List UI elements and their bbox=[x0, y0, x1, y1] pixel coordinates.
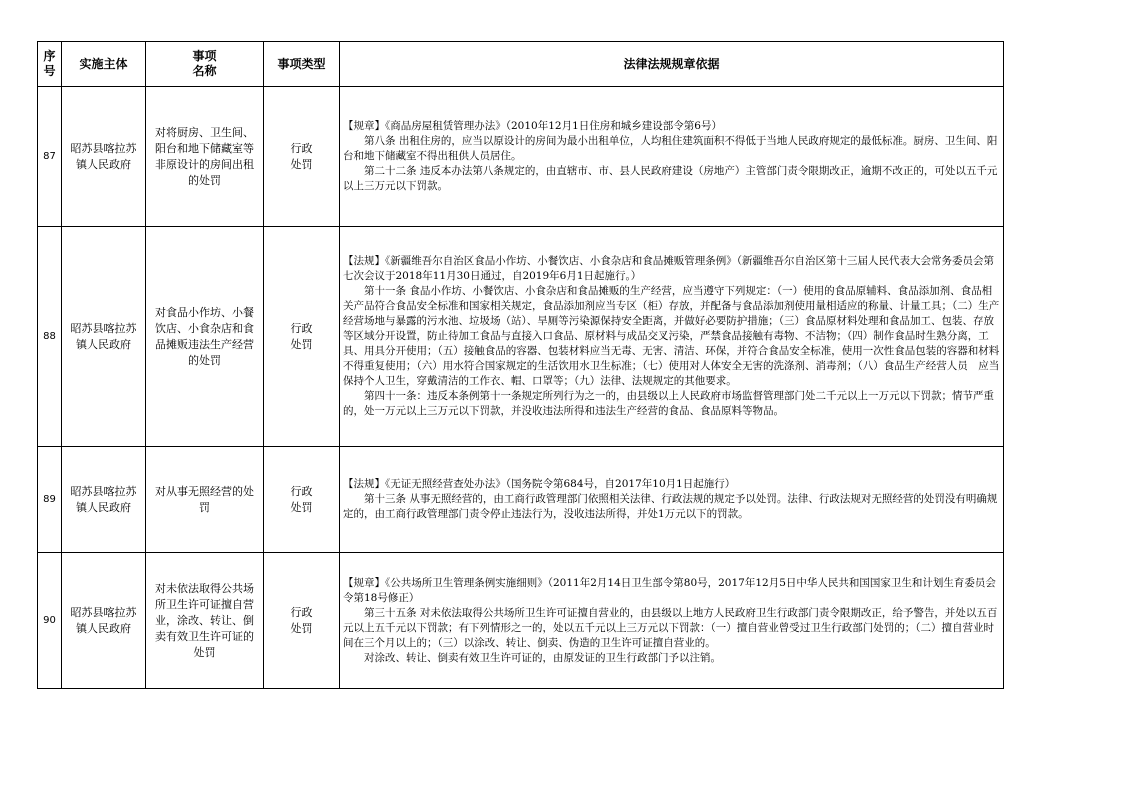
basis-source: 【法规】《无证无照经营查处办法》（国务院令第684号，自2017年10月1日起施行） bbox=[343, 478, 736, 490]
header-subject: 实施主体 bbox=[62, 42, 146, 87]
row-name: 对食品小作坊、小餐饮店、小食杂店和食品摊贩违法生产经营的处罚 bbox=[146, 227, 264, 447]
row-basis bbox=[340, 447, 1004, 553]
row-type: 行政处罚 bbox=[264, 87, 340, 227]
row-subject: 昭苏县喀拉苏镇人民政府 bbox=[62, 87, 146, 227]
table-row bbox=[38, 553, 1004, 689]
row-index: 90 bbox=[38, 553, 62, 689]
header-type: 事项类型 bbox=[264, 42, 340, 87]
basis-article: 第三十五条 对未依法取得公共场所卫生许可证擅自营业的，由县级以上地方人民政府卫生行政部门责令限期改正，给予警告，并处以五百元以上五千元以下罚款；有下列情形之一的，处以五千元以上三万元以下罚款：（一）擅自营业曾受过卫生行政部门处罚的；（二）擅自营业时间在三个月以上的；（三）以涂改、转让、倒卖、伪造的卫生许可证擅自营业的。 bbox=[343, 606, 998, 649]
header-index: 序号 bbox=[38, 42, 62, 87]
header-name: 事项名称 bbox=[146, 42, 264, 87]
table-row bbox=[38, 227, 1004, 447]
row-index: 88 bbox=[38, 227, 62, 447]
basis-source: 【法规】《新疆维吾尔自治区食品小作坊、小餐饮店、小食杂店和食品摊贩管理条例》（新疆维吾尔自治区第十三届人民代表大会常务委员会第七次会议于2018年11月30日通过，自2019年6月1日起施行。） bbox=[343, 255, 994, 282]
basis-source: 【规章】《公共场所卫生管理条例实施细则》（2011年2月14日卫生部令第80号，2017年12月5日中华人民共和国国家卫生和计划生育委员会令第18号修正） bbox=[343, 576, 996, 604]
table-header-row bbox=[38, 42, 1004, 87]
row-name: 对从事无照经营的处罚 bbox=[146, 447, 264, 553]
basis-source: 【规章】《商品房屋租赁管理办法》（2010年12月1日住房和城乡建设部令第6号） bbox=[343, 120, 722, 132]
basis-article: 第二十二条 违反本办法第八条规定的，由直辖市、市、县人民政府建设（房地产）主管部门责令限期改正，逾期不改正的，可处以五千元以上三万元以下罚款。 bbox=[343, 165, 998, 192]
row-name: 对将厨房、卫生间、阳台和地下储藏室等非原设计的房间出租的处罚 bbox=[146, 87, 264, 227]
basis-article: 第四十一条：违反本条例第十一条规定所列行为之一的，由县级以上人民政府市场监督管理部门处二千元以上一万元以下罚款；情节严重的，处一万元以上三万元以下罚款，并没收违法所得和违法生产经营的食品、食品原料等物品。 bbox=[343, 390, 994, 417]
basis-article: 第十一条 食品小作坊、小餐饮店、小食杂店和食品摊贩的生产经营，应当遵守下列规定：（一）使用的食品原辅料、食品添加剂、食品相关产品符合食品安全标准和国家相关规定，食品添加剂应当专区（柜）存放，并配备与食品添加剂使用量相适应的称量、计量工具；（二）生产经营场地与暴露的污水池、垃圾场（站）、旱厕等污染源保持安全距离，并做好必要防护措施；（三）食品原材料处理和食品加工、包装、存放等区域分开设置，防止待加工食品与直接入口食品、原材料与成品交叉污染，严禁食品接触有毒物、不洁物；（四）制作食品时生熟分离，工具、用具分开使用；（五）接触食品的容器、包装材料应当无毒、无害、清洁、环保，并符合食品安全标准，使用一次性食品包装的容器和材料不得重复使用；（六）用水符合国家规定的生活饮用水卫生标准；（七）使用对人体安全无害的洗涤剂、消毒剂；（八）食品生产经营人员 应当保持个人卫生，穿戴清洁的工作衣、帽、口罩等；（九）法律、法规规定的其他要求。 bbox=[343, 285, 1000, 387]
row-index: 89 bbox=[38, 447, 62, 553]
row-index: 87 bbox=[38, 87, 62, 227]
table-row bbox=[38, 447, 1004, 553]
row-basis bbox=[340, 227, 1004, 447]
row-subject: 昭苏县喀拉苏镇人民政府 bbox=[62, 447, 146, 553]
row-basis bbox=[340, 87, 1004, 227]
basis-article: 第八条 出租住房的，应当以原设计的房间为最小出租单位，人均租住建筑面积不得低于当地人民政府规定的最低标准。厨房、卫生间、阳台和地下储藏室不得出租供人员居住。 bbox=[343, 135, 998, 162]
row-subject: 昭苏县喀拉苏镇人民政府 bbox=[62, 227, 146, 447]
row-basis bbox=[340, 553, 1004, 689]
table-row bbox=[38, 87, 1004, 227]
row-type: 行政处罚 bbox=[264, 227, 340, 447]
row-type: 行政处罚 bbox=[264, 553, 340, 689]
row-type: 行政处罚 bbox=[264, 447, 340, 553]
row-name: 对未依法取得公共场所卫生许可证擅自营业，涂改、转让、倒卖有效卫生许可证的处罚 bbox=[146, 553, 264, 689]
enforcement-items-table bbox=[37, 41, 1004, 689]
row-subject: 昭苏县喀拉苏镇人民政府 bbox=[62, 553, 146, 689]
header-basis: 法律法规规章依据 bbox=[340, 42, 1004, 87]
basis-article: 第十三条 从事无照经营的，由工商行政管理部门依照相关法律、行政法规的规定予以处罚。法律、行政法规对无照经营的处罚没有明确规定的，由工商行政管理部门责令停止违法行为，没收违法所得，并处1万元以下的罚款。 bbox=[343, 493, 998, 520]
basis-article: 对涂改、转让、倒卖有效卫生许可证的，由原发证的卫生行政部门予以注销。 bbox=[364, 651, 721, 664]
